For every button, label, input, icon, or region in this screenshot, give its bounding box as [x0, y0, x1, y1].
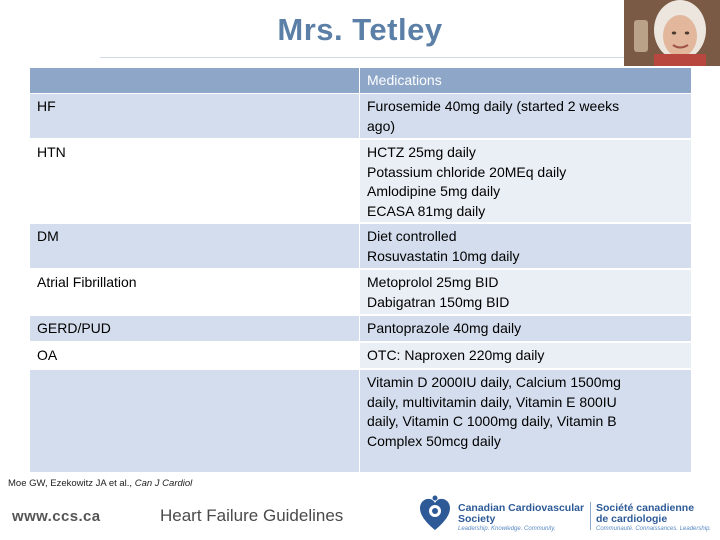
medication-line: ago): [367, 117, 396, 134]
medication-line: Vitamin D 2000IU daily, Calcium 1500mg: [367, 374, 621, 390]
condition-cell: HTN: [30, 139, 360, 223]
logo-divider: [590, 502, 591, 530]
medication-line: Rosuvastatin 10mg daily: [367, 247, 520, 264]
medication-line: Dabigatran 150mg BID: [367, 293, 510, 310]
ccs-heart-logo-icon: [418, 494, 452, 534]
org-en-line1: Canadian Cardiovascular: [458, 502, 585, 514]
table-row: [30, 269, 691, 315]
medication-line: HCTZ 25mg daily: [367, 144, 476, 160]
medications-cell: [360, 269, 691, 315]
patient-portrait-photo: [624, 0, 720, 66]
medication-line: daily, multivitamin daily, Vitamin E 800IU: [367, 393, 617, 410]
medication-line: OTC: Naproxen 220mg daily: [367, 347, 545, 363]
citation-authors: Moe GW, Ezekowitz JA et al.,: [8, 478, 133, 489]
table-row: [30, 369, 691, 473]
org-fr-line1: Société canadienne: [596, 502, 695, 514]
header-medications-cell: Medications: [360, 68, 691, 93]
table-header-row: [30, 68, 691, 93]
condition-cell: GERD/PUD: [30, 315, 360, 342]
condition-cell: OA: [30, 342, 360, 369]
medication-line: ECASA 81mg daily: [367, 202, 486, 219]
condition-cell: DM: [30, 223, 360, 269]
citation: [8, 478, 192, 489]
footer-guidelines-label: Heart Failure Guidelines: [160, 506, 344, 525]
medication-line: Complex 50mcg daily: [367, 432, 501, 449]
condition-cell: [30, 369, 360, 473]
portrait-illustration: [624, 0, 720, 66]
medications-cell: [360, 315, 691, 342]
medication-line: Potassium chloride 20MEq daily: [367, 163, 567, 180]
medications-cell: [360, 342, 691, 369]
medication-line: Metoprolol 25mg BID: [367, 274, 499, 290]
medications-cell: [360, 139, 691, 223]
medication-line: Pantoprazole 40mg daily: [367, 320, 522, 336]
title-divider: [100, 57, 700, 58]
header-condition-cell: [30, 68, 360, 93]
medications-cell: [360, 93, 691, 139]
medication-line: Diet controlled: [367, 228, 457, 244]
citation-journal: Can J Cardiol: [134, 478, 193, 489]
org-en-tagline: Leadership. Knowledge. Community.: [458, 526, 556, 532]
table-row: [30, 315, 691, 342]
table-row: [30, 223, 691, 269]
org-fr-tagline: Communauté. Connaissances. Leadership.: [596, 526, 712, 532]
medications-cell: [360, 369, 691, 473]
table-row: [30, 93, 691, 139]
slide-title: Mrs. Tetley: [277, 12, 443, 47]
medication-line: Amlodipine 5mg daily: [367, 183, 501, 199]
ccs-french-name: [596, 503, 716, 532]
medication-table: [30, 68, 691, 473]
medication-line: daily, Vitamin C 1000mg daily, Vitamin B: [367, 413, 617, 429]
condition-cell: Atrial Fibrillation: [30, 269, 360, 315]
medications-cell: [360, 223, 691, 269]
ccs-english-name: [458, 503, 588, 532]
org-en-line2: Society: [458, 513, 496, 525]
table-row: [30, 342, 691, 369]
condition-cell: HF: [30, 93, 360, 139]
footer-url-link[interactable]: www.ccs.ca: [12, 508, 101, 525]
table-row: [30, 139, 691, 223]
medication-line: Furosemide 40mg daily (started 2 weeks: [367, 98, 620, 114]
org-fr-line2: de cardiologie: [596, 513, 668, 525]
